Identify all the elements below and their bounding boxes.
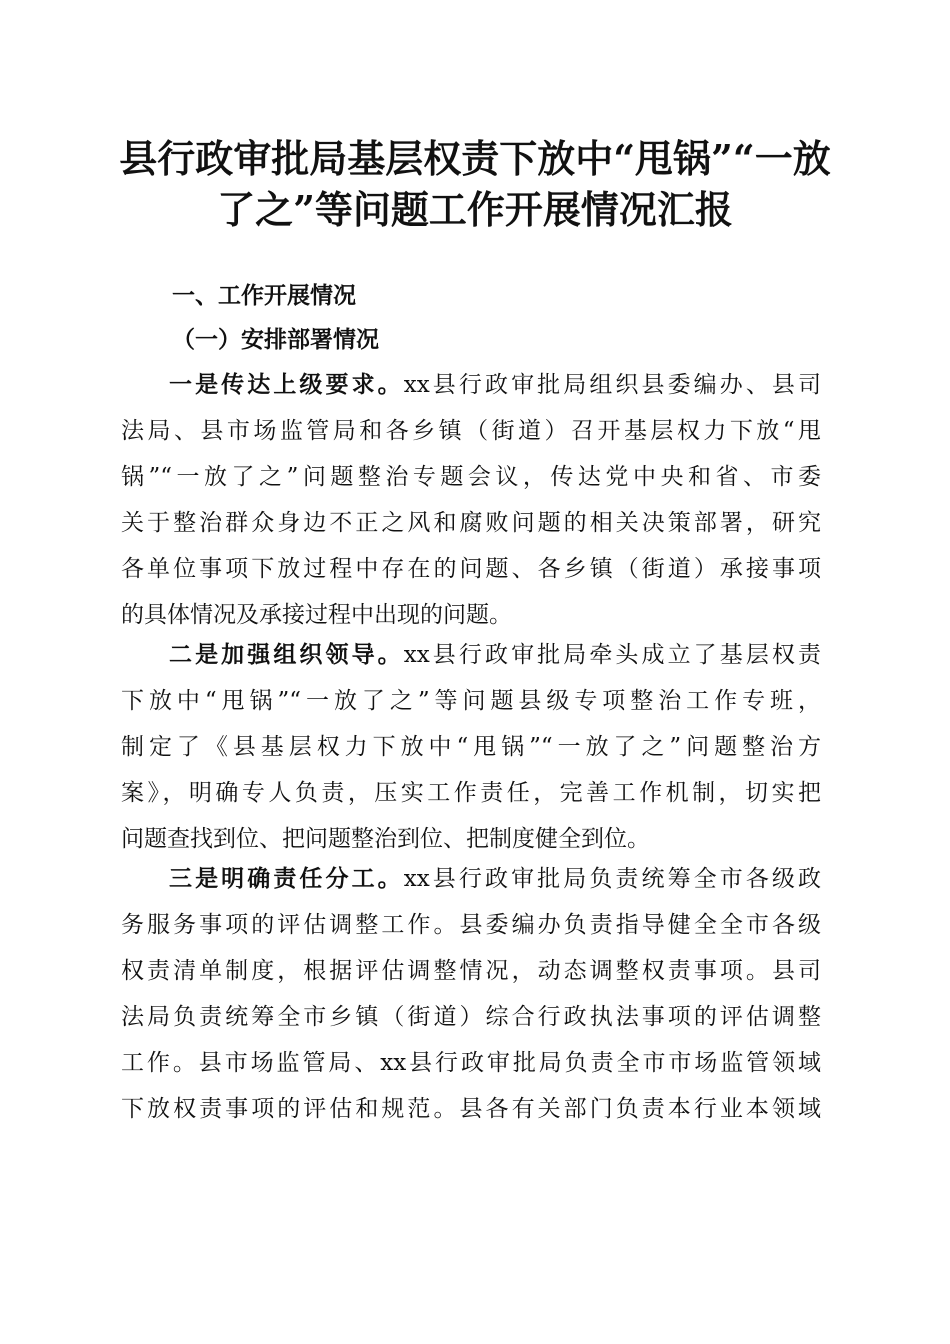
paragraph-line-text: xx县行政审批局负责统筹全市各级政 <box>403 866 822 892</box>
subsection-heading-1: （一）安排部署情况 <box>172 326 379 353</box>
paragraph-2 <box>121 632 821 862</box>
paragraph-line-text: xx县行政审批局组织县委编办、县司 <box>403 372 822 398</box>
paragraph-line: 工作。县市场监管局、xx县行政审批局负责全市市场监管领域 <box>121 1050 821 1076</box>
paragraph-line: 的具体情况及承接过程中出现的问题。 <box>121 602 512 628</box>
paragraph-line: 问题查找到位、把问题整治到位、把制度健全到位。 <box>121 826 650 852</box>
paragraph-line: 下放权责事项的评估和规范。县各有关部门负责本行业本领域 <box>121 1096 821 1122</box>
paragraph-lead: 三是明确责任分工。 <box>169 866 404 892</box>
section-heading-1: 一、工作开展情况 <box>172 283 356 309</box>
paragraph-line <box>121 362 821 408</box>
paragraph-lead: 二是加强组织领导。 <box>169 642 404 668</box>
paragraph-line: 关于整治群众身边不正之风和腐败问题的相关决策部署，研究 <box>121 510 821 536</box>
paragraph-3 <box>121 856 821 1132</box>
paragraph-line: 法局、县市场监管局和各乡镇（街道）召开基层权力下放“甩 <box>121 418 821 444</box>
paragraph-line: 权责清单制度，根据评估调整情况，动态调整权责事项。县司 <box>121 958 821 984</box>
paragraph-line: 法局负责统筹全市乡镇（街道）综合行政执法事项的评估调整 <box>121 1004 821 1030</box>
paragraph-line <box>121 632 821 678</box>
paragraph-line: 案》，明确专人负责，压实工作责任，完善工作机制，切实把 <box>121 780 821 806</box>
title-line-1: 县行政审批局基层权责下放中“甩锅”“一放 <box>119 136 831 181</box>
title-line-2: 了之”等问题工作开展情况汇报 <box>217 187 733 232</box>
paragraph-line: 制定了《县基层权力下放中“甩锅”“一放了之”问题整治方 <box>121 734 821 760</box>
paragraph-1 <box>121 362 821 638</box>
paragraph-line-text: xx县行政审批局牵头成立了基层权责 <box>403 642 822 668</box>
paragraph-line: 务服务事项的评估调整工作。县委编办负责指导健全全市各级 <box>121 912 821 938</box>
document-title <box>100 133 850 235</box>
paragraph-lead: 一是传达上级要求。 <box>169 372 404 398</box>
paragraph-line <box>121 856 821 902</box>
paragraph-line: 下放中“甩锅”“一放了之”等问题县级专项整治工作专班， <box>121 688 821 714</box>
paragraph-line: 锅”“一放了之”问题整治专题会议，传达党中央和省、市委 <box>121 464 821 490</box>
paragraph-line: 各单位事项下放过程中存在的问题、各乡镇（街道）承接事项 <box>121 556 821 582</box>
